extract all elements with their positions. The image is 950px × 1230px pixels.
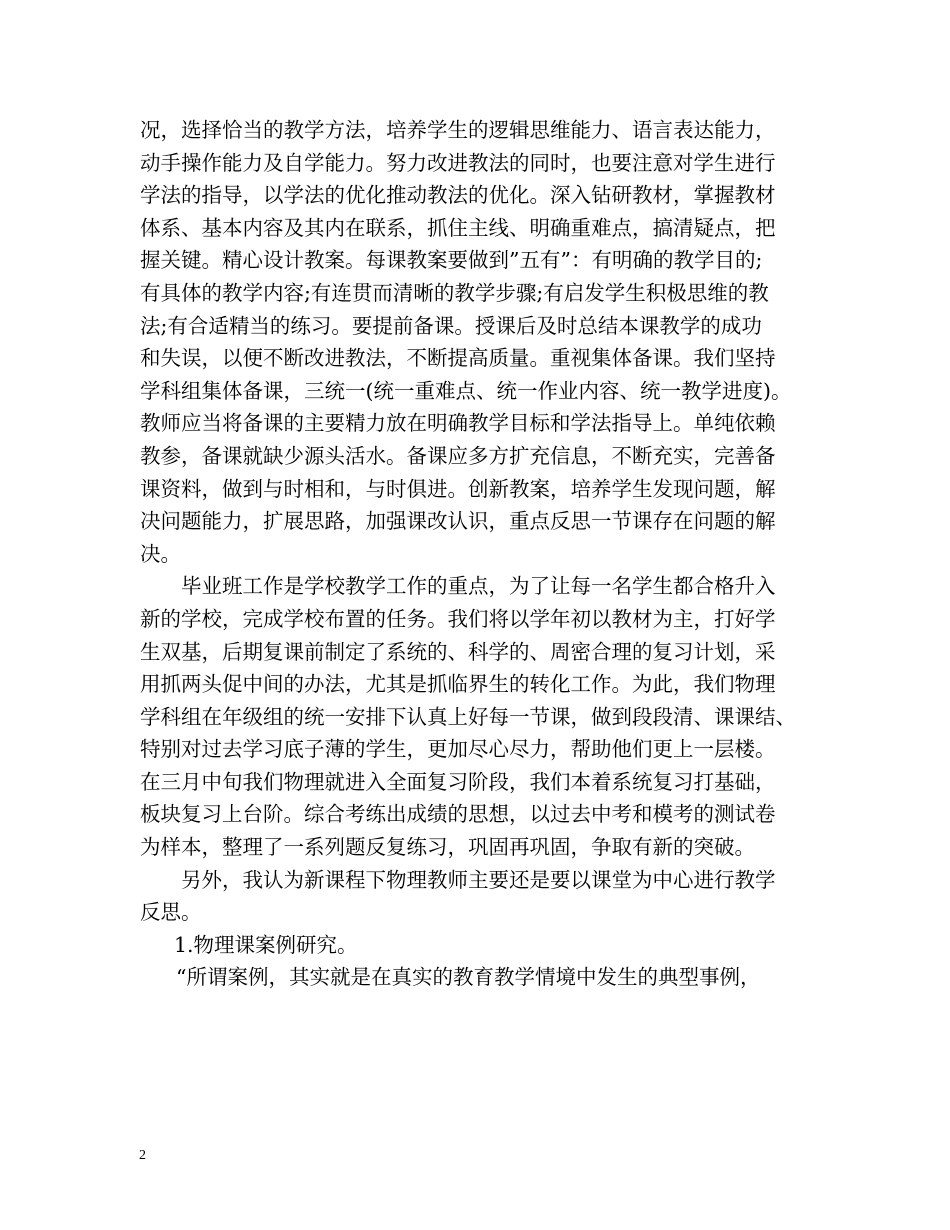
text-line: 反思。 xyxy=(140,900,202,925)
text-line: 毕业班工作是学校教学工作的重点，为了让每一名学生都合格升入 xyxy=(181,574,776,599)
text-line: 握关键。精心设计教案。每课教案要做到”五有”：有明确的教学目的; xyxy=(140,248,763,273)
text-line: 教参，备课就缺少源头活水。备课应多方扩充信息，不断充实，完善备 xyxy=(140,443,776,468)
text-line: 有具体的教学内容;有连贯而清晰的教学步骤;有启发学生积极思维的教 xyxy=(140,280,769,305)
text-line: 为样本，整理了一系列题反复练习，巩固再巩固，争取有新的突破。 xyxy=(140,835,755,860)
paragraph-case-study xyxy=(140,961,830,994)
text-line: 决。 xyxy=(140,541,181,566)
heading-text: 1.物理课案例研究。 xyxy=(174,932,358,957)
text-line: 用抓两头促中间的办法，尤其是抓临界生的转化工作。为此，我们物理 xyxy=(140,672,776,697)
text-line: 体系、基本内容及其内在联系，抓住主线、明确重难点，搞清疑点，把 xyxy=(140,215,776,240)
section-heading xyxy=(140,929,830,962)
text-line: 在三月中旬我们物理就进入全面复习阶段，我们本着系统复习打基础， xyxy=(140,769,776,794)
page-number: 2 xyxy=(139,1148,146,1163)
text-line: 课资料，做到与时相和，与时俱进。创新教案，培养学生发现问题，解 xyxy=(140,476,776,501)
text-line: 板块复习上台阶。综合考练出成绩的思想，以过去中考和模考的测试卷 xyxy=(140,802,776,827)
text-line: 决问题能力，扩展思路，加强课改认识，重点反思一节课存在问题的解 xyxy=(140,509,776,534)
paragraph-continuation xyxy=(140,114,830,570)
text-line: “所谓案例，其实就是在真实的教育教学情境中发生的典型事例， xyxy=(176,965,761,990)
text-line: 新的学校，完成学校布置的任务。我们将以学年初以教材为主，打好学 xyxy=(140,606,776,631)
text-line: 特别对过去学习底子薄的学生，更加尽心尽力，帮助他们更上一层楼。 xyxy=(140,737,776,762)
document-body xyxy=(140,114,830,994)
text-line: 学科组在年级组的统一安排下认真上好每一节课，做到段段清、课课结、 xyxy=(140,704,796,729)
text-line: 法;有合适精当的练习。要提前备课。授课后及时总结本课教学的成功 xyxy=(140,313,762,338)
paragraph-graduating-class xyxy=(140,570,830,863)
text-line: 和失误，以便不断改进教法，不断提高质量。重视集体备课。我们坚持 xyxy=(140,346,776,371)
text-line: 教师应当将备课的主要精力放在明确教学目标和学法指导上。单纯依赖 xyxy=(140,411,776,436)
text-line: 学科组集体备课，三统一(统一重难点、统一作业内容、统一教学进度)。 xyxy=(140,378,792,403)
text-line: 动手操作能力及自学能力。努力改进教法的同时，也要注意对学生进行 xyxy=(140,150,776,175)
text-line: 学法的指导，以学法的优化推动教法的优化。深入钻研教材，掌握教材 xyxy=(140,183,776,208)
text-line: 另外，我认为新课程下物理教师主要还是要以课堂为中心进行教学 xyxy=(181,867,776,892)
text-line: 生双基，后期复课前制定了系统的、科学的、周密合理的复习计划，采 xyxy=(140,639,776,664)
paragraph-reflection xyxy=(140,864,830,929)
text-line: 况，选择恰当的教学方法，培养学生的逻辑思维能力、语言表达能力， xyxy=(140,118,776,142)
